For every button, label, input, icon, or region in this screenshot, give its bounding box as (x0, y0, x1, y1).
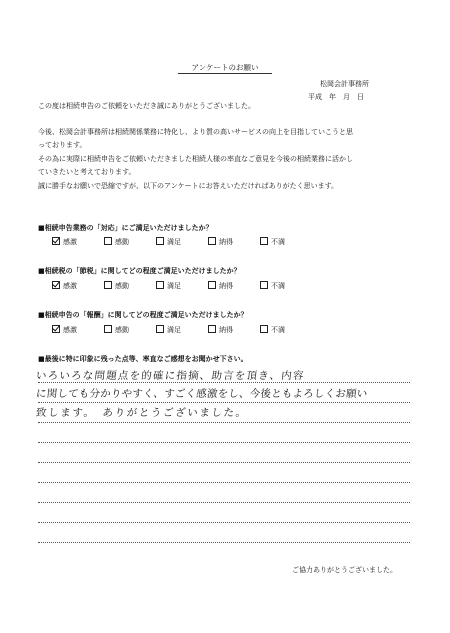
comment-line (38, 522, 410, 523)
q2-option-5[interactable]: 不満 (260, 281, 285, 291)
q3-option-1[interactable]: 感激 (52, 325, 77, 335)
q1-option-4[interactable]: 納得 (208, 237, 233, 247)
q3-option-3[interactable]: 満足 (156, 325, 181, 335)
intro-paragraph-2a: 今後、松岡会計事務所は相続関係業務に特化し、より質の高いサービスの向上を目指していこうと思 (38, 128, 353, 136)
checkbox[interactable] (156, 281, 164, 289)
checkbox[interactable] (104, 281, 112, 289)
page-title: アンケートのお願い (191, 63, 259, 72)
comment-line (38, 462, 410, 463)
q3-option-4[interactable]: 納得 (208, 325, 233, 335)
checkbox[interactable] (104, 237, 112, 245)
checkbox[interactable] (208, 325, 216, 333)
date-line: 平成 年 月 日 (308, 93, 364, 101)
q1-option-1[interactable]: 感激 (52, 237, 77, 247)
handwritten-comment-line-1: いろいろな問題点を的確に指摘、助言を頂き、内容 (35, 370, 306, 382)
comment-line (38, 542, 410, 543)
question-2-title: ■相続税の「節税」に関してどの程度ご満足いただけましたか？ (38, 266, 241, 275)
q3-option-2[interactable]: 感動 (104, 325, 129, 335)
checkbox[interactable] (208, 237, 216, 245)
handwritten-comment-line-3: 致します。 ありがとうございました。 (35, 407, 249, 419)
checkbox[interactable] (260, 237, 268, 245)
comment-line (38, 422, 410, 423)
checkbox[interactable] (156, 237, 164, 245)
q2-option-3[interactable]: 満足 (156, 281, 181, 291)
handwritten-comment-line-2: に関しても分かりやすく、すごく感激をし、今後ともよろしくお願い (35, 388, 369, 400)
intro-paragraph-1: この度は相続申告のご依頼をいただき誠にありがとうございました。 (38, 102, 255, 110)
comment-prompt: ■最後に特に印象に残った点等、率直なご感想をお聞かせ下さい。 (38, 354, 248, 363)
checkbox[interactable] (260, 325, 268, 333)
question-1-title: ■相続申告業務の「対応」にご満足いただけましたか？ (38, 223, 213, 232)
q2-option-2[interactable]: 感動 (104, 281, 129, 291)
thanks-message: ご協力ありがとうございました。 (292, 566, 397, 574)
checkbox[interactable] (156, 325, 164, 333)
q2-option-4[interactable]: 納得 (208, 281, 233, 291)
checkbox[interactable] (104, 325, 112, 333)
comment-line (38, 482, 410, 483)
q1-option-2[interactable]: 感動 (104, 237, 129, 247)
q1-option-3[interactable]: 満足 (156, 237, 181, 247)
checkbox[interactable] (208, 281, 216, 289)
intro-paragraph-3a: その為に実際に相続申告をご依頼いただきました相続人様の率直なご意見を今後の相続業務に活かし (38, 155, 353, 163)
checkbox[interactable] (260, 281, 268, 289)
intro-paragraph-3b: ていきたいと考えております。 (38, 168, 136, 176)
checkbox-checked[interactable] (52, 237, 60, 245)
office-name: 松岡会計事務所 (320, 80, 369, 88)
q1-option-5[interactable]: 不満 (260, 237, 285, 247)
q3-option-5[interactable]: 不満 (260, 325, 285, 335)
checkbox-checked[interactable] (52, 325, 60, 333)
intro-paragraph-2b: っております。 (38, 141, 87, 149)
q2-option-1[interactable]: 感激 (52, 281, 77, 291)
comment-line (38, 442, 410, 443)
title-underline (178, 73, 272, 74)
comment-line (38, 402, 410, 403)
intro-paragraph-4: 誠に勝手なお願いで恐縮ですが、以下のアンケートにお答えいただければありがたく思います。 (38, 182, 339, 190)
checkbox-checked[interactable] (52, 281, 60, 289)
comment-line (38, 502, 410, 503)
question-3-title: ■相続申告の「報酬」に関してどの程度ご満足いただけましたか？ (38, 310, 248, 319)
